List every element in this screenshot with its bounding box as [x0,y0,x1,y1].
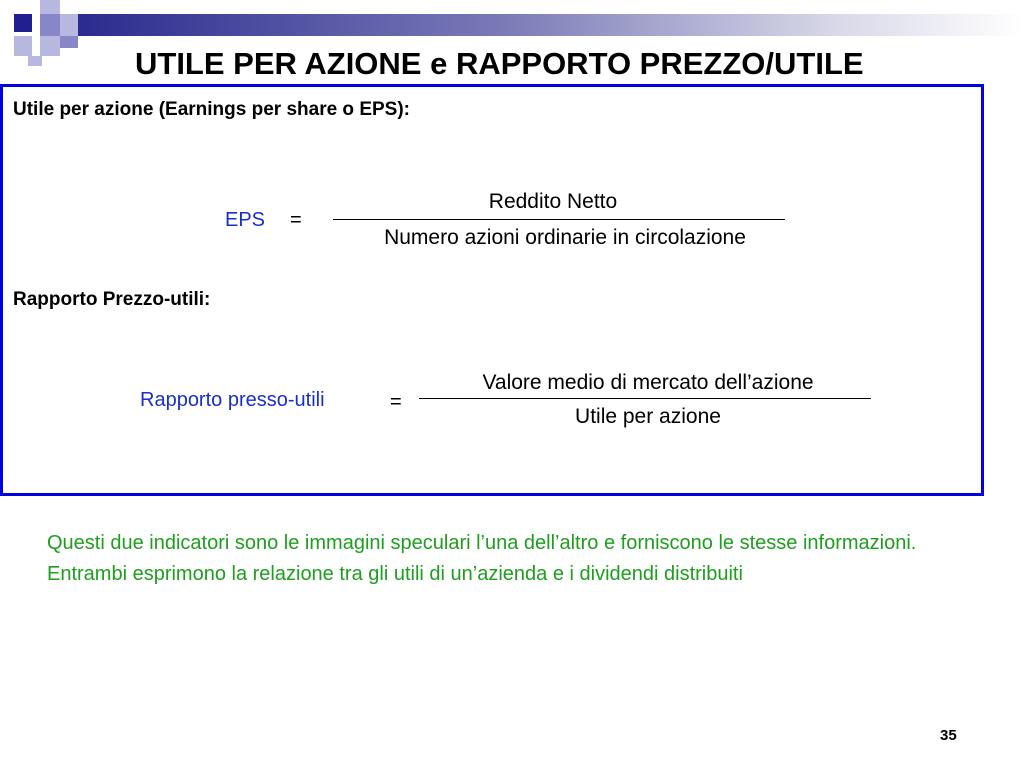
explanation-note: Questi due indicatori sono le immagini speculari l’una dell’altro e forniscono le stesse informazioni. Entrambi esprimono la relazione tra gli utili di un’azienda e i dividendi distribuiti [47,532,917,585]
eps-denominator: Numero azioni ordinarie in circolazione [384,226,746,249]
eps-heading: Utile per azione (Earnings per share o EPS): [13,99,410,120]
decor-square-light [40,36,60,56]
pe-label: Rapporto presso-utili [140,389,325,411]
decor-square-light [14,36,32,56]
pe-numerator: Valore medio di mercato dell’azione [482,371,814,394]
decor-square-light [40,0,60,14]
eps-label: EPS [225,209,266,231]
decor-square-mid [60,36,78,48]
title-gradient-bar [78,14,1024,36]
formula-box [0,84,984,496]
pe-equals: = [390,391,402,413]
pe-denominator: Utile per azione [575,405,721,428]
eps-numerator: Reddito Netto [488,190,618,213]
decor-square-light [28,56,42,66]
slide-title: UTILE PER AZIONE e RAPPORTO PREZZO/UTILE [135,46,864,81]
pe-fraction-line [419,398,871,399]
decor-square-light [60,14,78,36]
pe-heading: Rapporto Prezzo-utili: [13,289,211,310]
eps-fraction-line [333,219,785,220]
page-number: 35 [940,727,957,744]
decor-square-mid [40,14,60,36]
decor-square-dark [14,14,32,32]
eps-equals: = [290,209,302,231]
